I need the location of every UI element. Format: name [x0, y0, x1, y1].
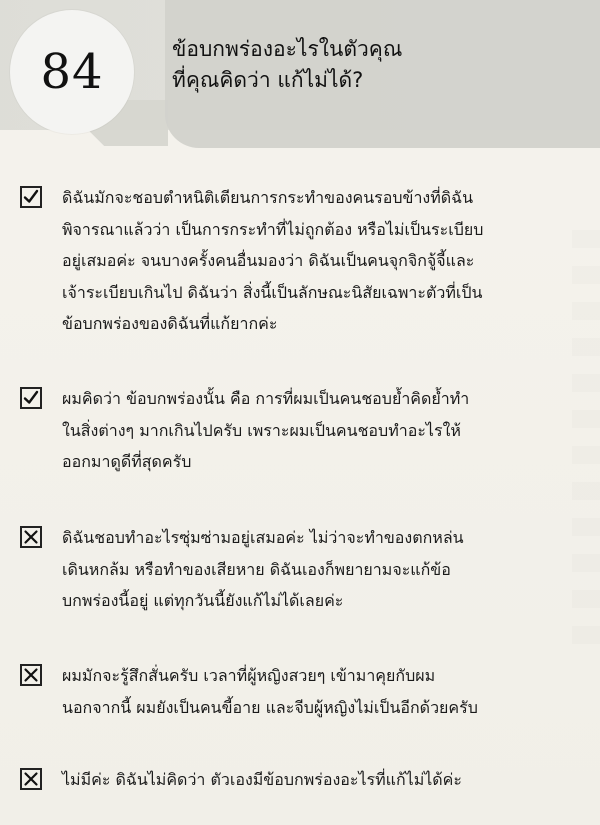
- question-number: 84: [40, 44, 104, 100]
- x-box-icon: [20, 526, 42, 548]
- question-header: [0, 0, 600, 148]
- answer-item-3: [20, 522, 580, 617]
- x-box-icon: [20, 664, 42, 686]
- answer-line: อยู่เสมอค่ะ จนบางครั้งคนอื่นมองว่า ดิฉันเป็นคนจุกจิกจู้จี้และ: [62, 251, 475, 270]
- question-line-2: ที่คุณคิดว่า แก้ไม่ได้?: [172, 68, 364, 92]
- answer-line: ออกมาดูดีที่สุดครับ: [62, 452, 192, 471]
- answer-item-1: [20, 182, 580, 340]
- answer-line: เดินหกล้ม หรือทำของเสียหาย ดิฉันเองก็พยายามจะแก้ข้อ: [62, 559, 451, 579]
- answer-item-5: [20, 764, 580, 796]
- answer-line: เจ้าระเบียบเกินไป ดิฉันว่า สิ่งนี้เป็นลักษณะนิสัยเฉพาะตัวที่เป็น: [62, 282, 483, 302]
- answer-line: ดิฉันชอบทำอะไรซุ่มซ่ามอยู่เสมอค่ะ ไม่ว่าจะทำของตกหล่น: [62, 528, 464, 547]
- question-line-1: ข้อบกพร่องอะไรในตัวคุณ: [172, 37, 403, 61]
- check-box-icon: [20, 186, 42, 208]
- answer-text: [62, 383, 580, 478]
- answer-line: ไม่มีค่ะ ดิฉันไม่คิดว่า ตัวเองมีข้อบกพร่องอะไรที่แก้ไม่ได้ค่ะ: [62, 770, 462, 789]
- answer-line: ผมมักจะรู้สึกสั่นครับ เวลาที่ผู้หญิงสวยๆ เข้ามาคุยกับผม: [62, 666, 436, 685]
- answer-line: ดิฉันมักจะชอบตำหนิติเตียนการกระทำของคนรอบข้างที่ดิฉัน: [62, 188, 474, 207]
- x-box-icon: [20, 768, 42, 790]
- answer-line: บกพร่องนี้อยู่ แต่ทุกวันนี้ยังแก้ไม่ได้เลยค่ะ: [62, 591, 344, 610]
- answer-text: [62, 522, 580, 617]
- answer-text: [62, 764, 580, 796]
- check-box-icon: [20, 387, 42, 409]
- answer-line: ผมคิดว่า ข้อบกพร่องนั้น คือ การที่ผมเป็นคนชอบย้ำคิดย้ำทำ: [62, 389, 470, 408]
- question-text: [172, 34, 582, 96]
- answer-item-4: [20, 660, 580, 723]
- answer-line: ข้อบกพร่องของดิฉันที่แก้ยากค่ะ: [62, 314, 278, 333]
- answer-line: พิจารณาแล้วว่า เป็นการกระทำที่ไม่ถูกต้อง หรือไม่เป็นระเบียบ: [62, 219, 484, 239]
- answer-text: [62, 660, 580, 723]
- answer-line: ในสิ่งต่างๆ มากเกินไปครับ เพราะผมเป็นคนชอบทำอะไรให้: [62, 420, 461, 440]
- answer-line: นอกจากนี้ ผมยังเป็นคนขี้อาย และจีบผู้หญิงไม่เป็นอีกด้วยครับ: [62, 697, 478, 717]
- answer-item-2: [20, 383, 580, 478]
- answer-text: [62, 182, 580, 340]
